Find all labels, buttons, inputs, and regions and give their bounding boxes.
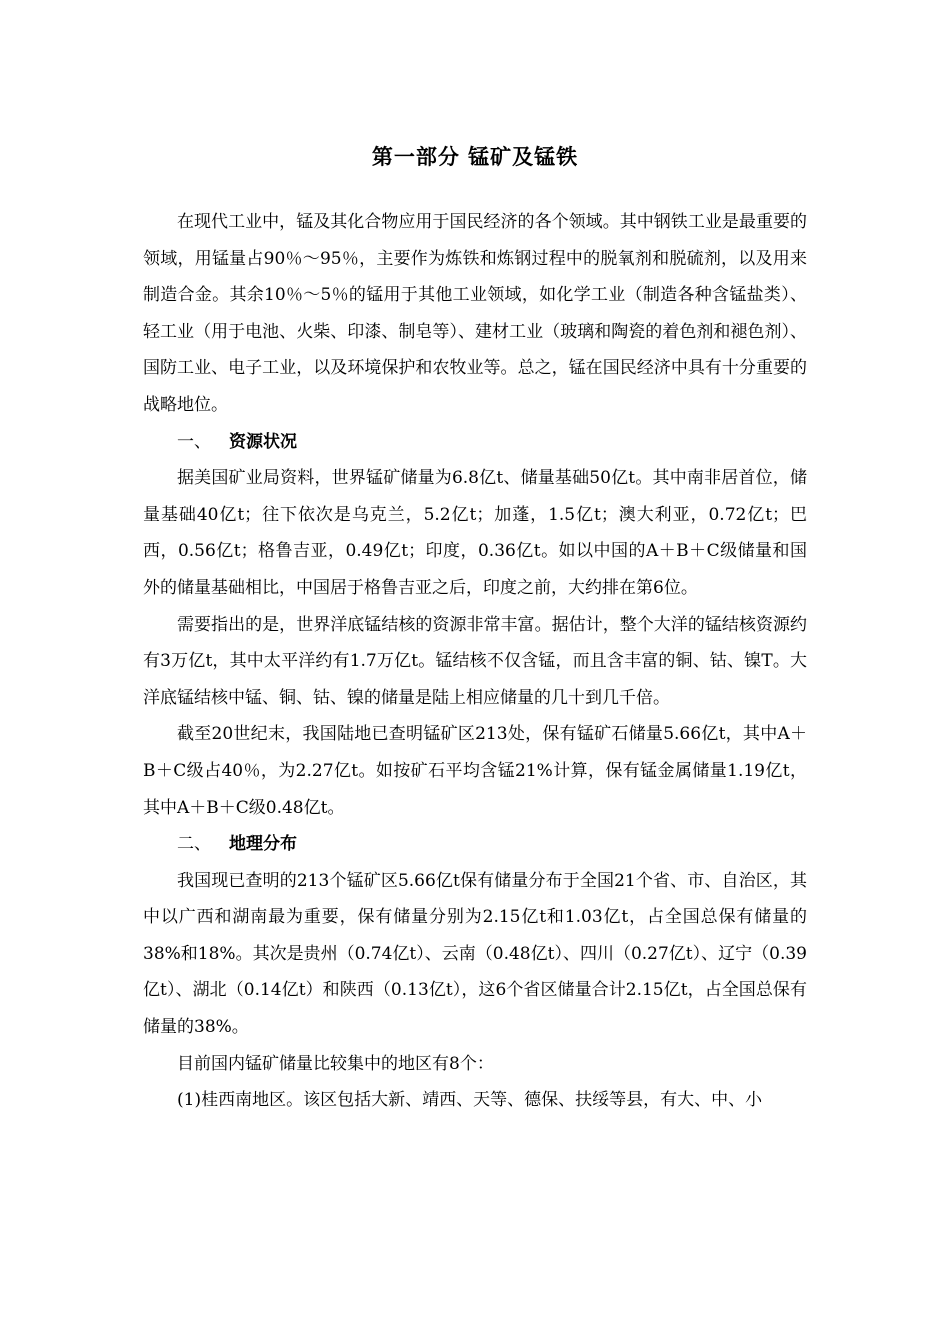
- paragraph: 据美国矿业局资料，世界锰矿储量为6.8亿t、储量基础50亿t。其中南非居首位，储量基础40亿t；往下依次是乌克兰，5.2亿t；加蓬，1.5亿t；澳大利亚，0.72亿t；巴西，0.56亿t；格鲁吉亚，0.49亿t；印度，0.36亿t。如以中国的A＋B＋C级储量和国外的储量基础相比，中国居于格鲁吉亚之后，印度之前，大约排在第6位。: [143, 468, 807, 598]
- paragraph: (1)桂西南地区。该区包括大新、靖西、天等、德保、扶绥等县，有大、中、小: [177, 1090, 763, 1111]
- paragraph: 目前国内锰矿储量比较集中的地区有8个：: [177, 1053, 494, 1074]
- paragraph: 截至20世纪末，我国陆地已查明锰矿区213处，保有锰矿石储量5.66亿t，其中A＋B＋C级占40％，为2.27亿t。如按矿石平均含锰21%计算，保有锰金属储量1.19亿t，其中A＋B＋C级0.48亿t。: [143, 724, 807, 818]
- document-body: [143, 204, 807, 1119]
- section-number: 一、: [177, 431, 211, 452]
- section-heading-resources: [143, 424, 807, 461]
- intro-paragraph: 在现代工业中，锰及其化合物应用于国民经济的各个领域。其中钢铁工业是最重要的领域，用锰量占90％～95％，主要作为炼铁和炼钢过程中的脱氧剂和脱硫剂，以及用来制造合金。其余10％～5％的锰用于其他工业领域，如化学工业（制造各种含锰盐类）、轻工业（用于电池、火柴、印漆、制皂等）、建材工业（玻璃和陶瓷的着色剂和褪色剂）、国防工业、电子工业，以及环境保护和农牧业等。总之，锰在国民经济中具有十分重要的战略地位。: [143, 212, 807, 415]
- section-title: 资源状况: [229, 431, 297, 452]
- paragraph: 需要指出的是，世界洋底锰结核的资源非常丰富。据估计，整个大洋的锰结核资源约有3万亿t，其中太平洋约有1.7万亿t。锰结核不仅含锰，而且含丰富的铜、钴、镍T。大洋底锰结核中锰、铜、钴、镍的储量是陆上相应储量的几十到几千倍。: [143, 614, 807, 708]
- section-title: 地理分布: [229, 834, 297, 855]
- paragraph: 我国现已查明的213个锰矿区5.66亿t保有储量分布于全国21个省、市、自治区，其中以广西和湖南最为重要，保有储量分别为2.15亿t和1.03亿t，占全国总保有储量的38%和18%。其次是贵州（0.74亿t）、云南（0.48亿t）、四川（0.27亿t）、辽宁（0.39亿t）、湖北（0.14亿t）和陕西（0.13亿t），这6个省区储量合计2.15亿t，占全国总保有储量的38%。: [143, 870, 807, 1038]
- section-heading-distribution: [143, 826, 807, 863]
- section-number: 二、: [177, 834, 211, 855]
- page-title: 第一部分 锰矿及锰铁: [371, 145, 579, 169]
